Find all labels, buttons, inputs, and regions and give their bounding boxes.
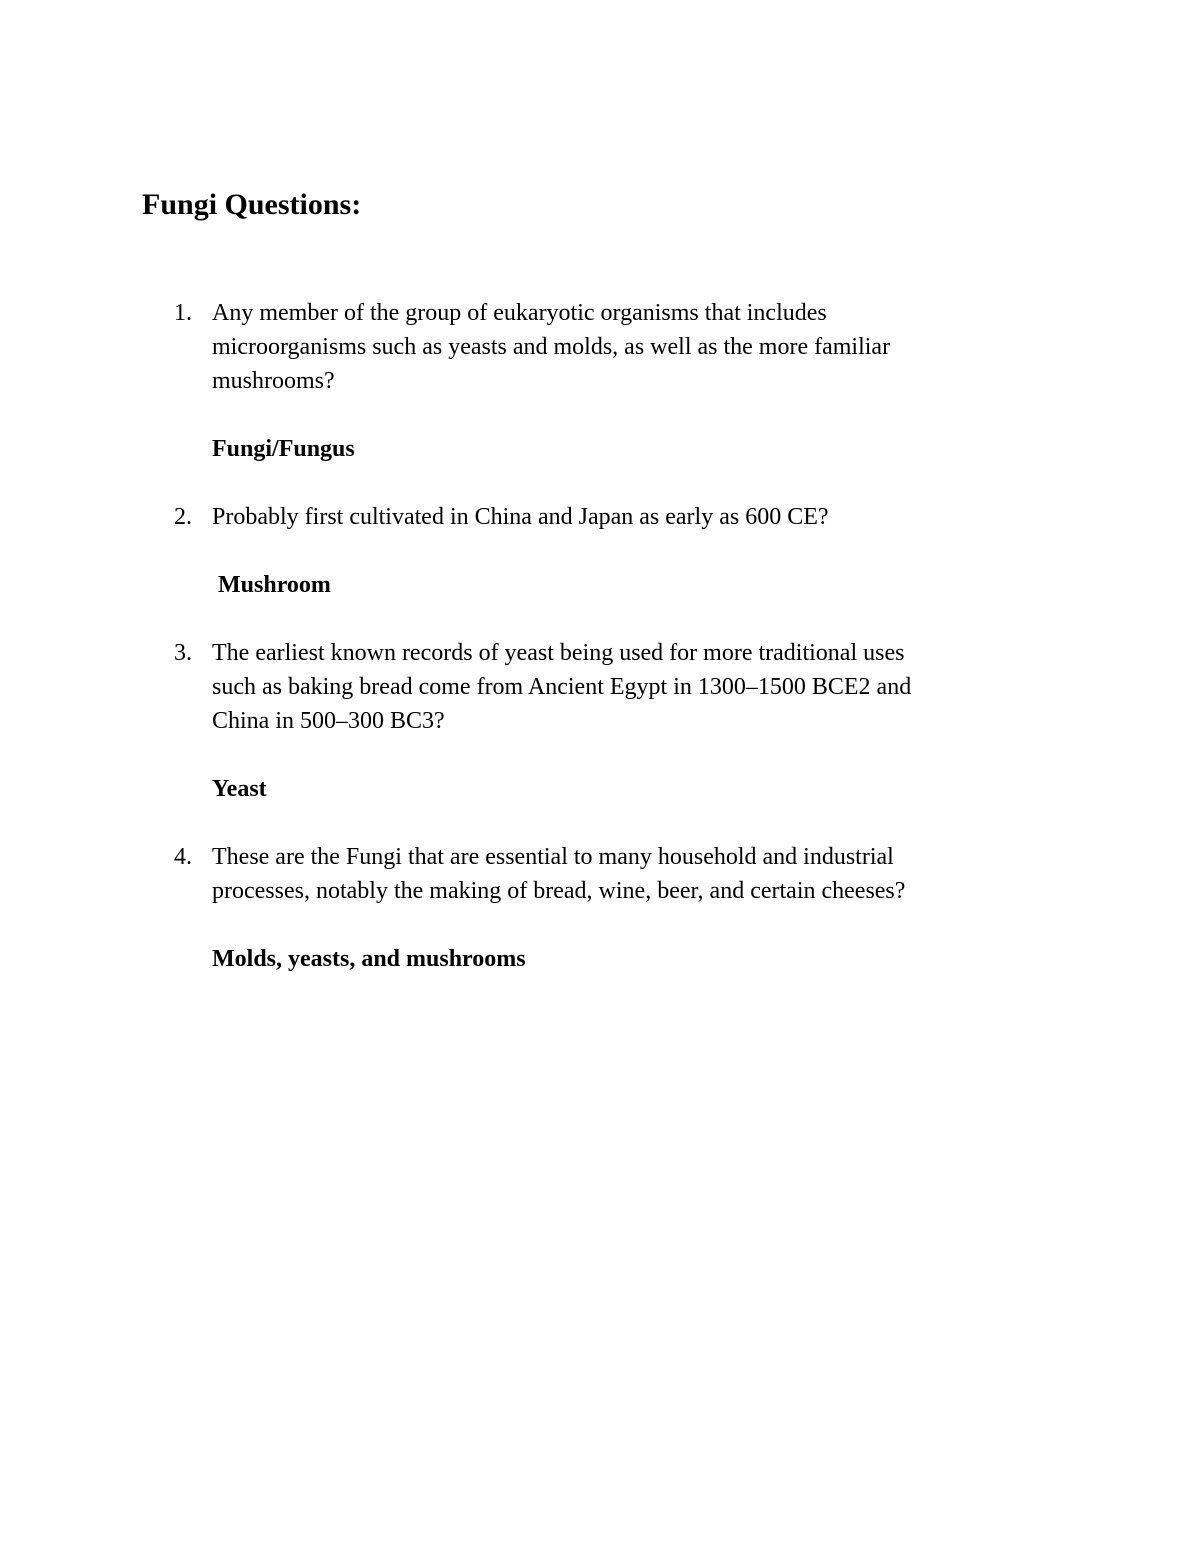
answer-2: Mushroom [218, 572, 331, 598]
document-title: Fungi Questions: [142, 188, 362, 221]
question-text [212, 296, 1052, 398]
question-number: 1. [174, 300, 192, 326]
answer-4: Molds, yeasts, and mushrooms [212, 946, 526, 972]
question-line: China in 500–300 BC3? [212, 708, 445, 734]
question-line: These are the Fungi that are essential to many household and industrial [212, 844, 894, 870]
question-line: mushrooms? [212, 368, 335, 394]
question-line: such as baking bread come from Ancient Egypt in 1300–1500 BCE2 and [212, 674, 912, 700]
question-line: Any member of the group of eukaryotic organisms that includes [212, 300, 827, 326]
question-line: microorganisms such as yeasts and molds, as well as the more familiar [212, 334, 891, 360]
question-text [212, 500, 1052, 534]
question-number: 4. [174, 844, 192, 870]
answer-1: Fungi/Fungus [212, 436, 355, 462]
question-line: Probably first cultivated in China and Japan as early as 600 CE? [212, 504, 829, 530]
answer-3: Yeast [212, 776, 267, 802]
question-text [212, 840, 1052, 908]
question-line: The earliest known records of yeast being used for more traditional uses [212, 640, 905, 666]
question-number: 3. [174, 640, 192, 666]
question-line: processes, notably the making of bread, wine, beer, and certain cheeses? [212, 878, 906, 904]
question-number: 2. [174, 504, 192, 530]
question-text [212, 636, 1052, 738]
